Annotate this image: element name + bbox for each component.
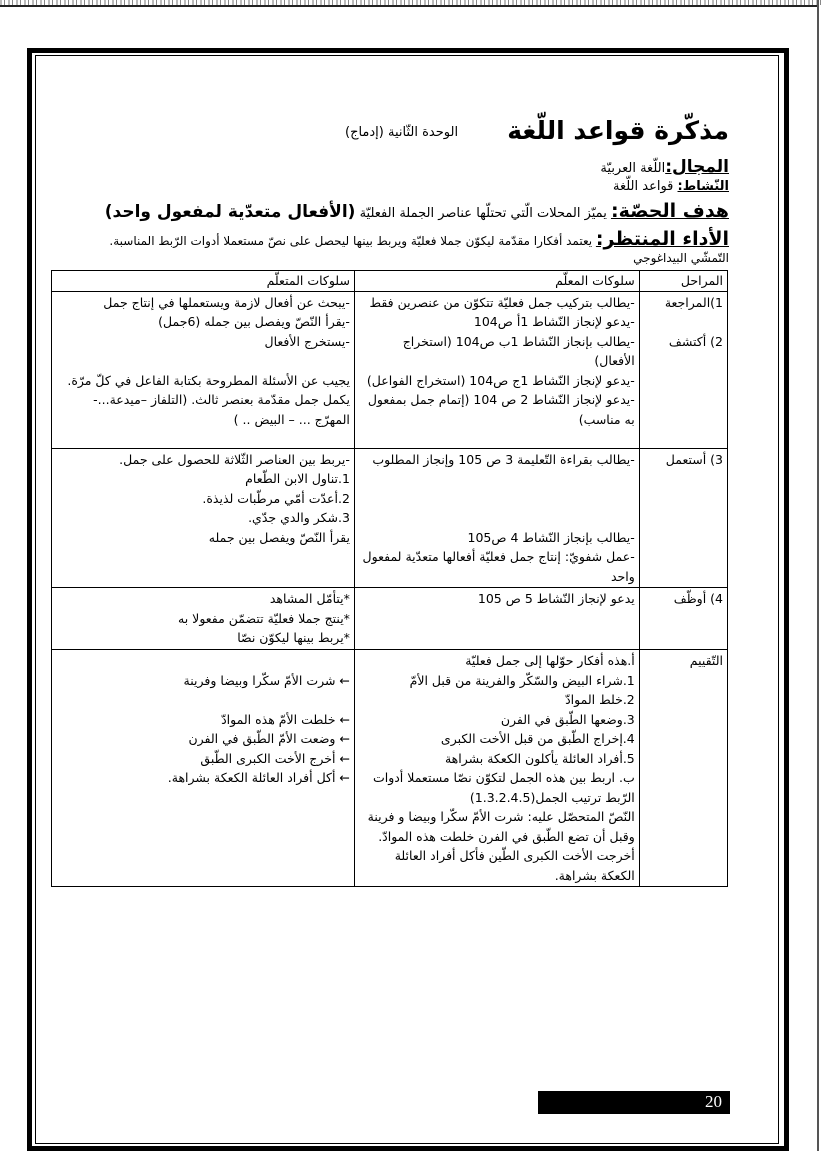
stage-label: 2) أكتشف	[668, 333, 723, 349]
meta-goal	[105, 200, 729, 222]
unit-label: الوحدة الثّانية (إدماج)	[345, 125, 459, 140]
domain-value: اللّغة العربيّة	[600, 161, 666, 176]
teacher-line: يدعو لإنجاز النّشاط 5 ص 105	[477, 591, 635, 606]
teacher-line: 4.إخراج الطّبق من قبل الأخت الكبرى	[440, 731, 635, 746]
learner-line: 3.شكر والدي جدّي.	[248, 510, 350, 525]
activity-label: النّشاط:	[677, 179, 729, 194]
spacer	[56, 351, 350, 371]
meta-performance	[109, 228, 729, 250]
teacher-line: 2.خلط الموادّ	[565, 692, 635, 707]
learner-line: ← وضعت الأمّ الطّبق في الفرن	[188, 731, 350, 746]
learner-line: *ينتج جملا فعليّة تتضمّن مفعولا به	[178, 610, 350, 626]
teacher-line: النّصّ المتحصّل عليه: شرت الأمّ سكّرا وبيضا و فرينة وقبل أن تضع الطّبق في الفرن خلطت هذه الموادّ. أخرجت الأخت الكبرى الطّين فأكل أفراد العائلة الكعكة بشراهة.	[367, 809, 635, 883]
teacher-line: -يدعو لإنجاز النّشاط 1ج ص104 (استخراج الفواعل)	[366, 372, 635, 388]
table-row	[52, 291, 728, 448]
page-outer-border	[817, 0, 819, 1151]
spacer	[359, 489, 635, 509]
learner-line: *يربط بينها ليكوّن نصّا	[237, 630, 350, 645]
teacher-line: 5.أفراد العائلة يأكلون الكعكة بشراهة	[444, 750, 635, 766]
teacher-line: -يطالب بتركيب جمل فعليّة تتكوّن من عنصرين فقط	[369, 294, 635, 310]
pedagogy-line: التّمشّي البيداغوجي	[633, 251, 729, 265]
learner-cell	[52, 588, 355, 650]
learner-line: -يستخرج الأفعال	[264, 333, 350, 349]
teacher-line: -يدعو لإنجاز النّشاط 1أ ص104	[473, 314, 635, 329]
performance-label: الأداء المنتظر:	[595, 228, 729, 250]
learner-line: ← شرت الأمّ سكّرا وبيضا وفرينة	[183, 672, 350, 688]
meta-activity	[613, 179, 729, 194]
learner-line: *يتأمّل المشاهد	[269, 591, 350, 606]
learner-line: يجيب عن الأسئلة المطروحة بكتابة الفاعل في كلّ مرّة.	[67, 372, 350, 388]
stage-label: 3) أستعمل	[665, 451, 723, 467]
lesson-plan-table	[51, 270, 728, 887]
teacher-line: -يطالب بإنجاز النّشاط 1ب ص104 (استخراج الأفعال)	[402, 333, 635, 368]
teacher-cell	[354, 588, 639, 650]
teacher-line: أ.هذه أفكار حوّلها إلى جمل فعليّة	[465, 653, 635, 668]
learner-cell	[52, 291, 355, 448]
goal-emphasis: (الأفعال متعدّية لمفعول واحد)	[104, 202, 356, 222]
learner-line: 1.تناول الابن الطّعام	[245, 471, 350, 486]
learner-line: ← أخرج الأخت الكبرى الطّبق	[200, 750, 350, 766]
learner-cell	[52, 448, 355, 588]
teacher-cell	[354, 448, 639, 588]
learner-line: -يقرأ النّصّ ويفصل بين جمله (6جمل)	[158, 314, 350, 329]
teacher-line: -عمل شفويّ: إنتاج جمل فعليّة أفعالها متعدّية لمفعول واحد	[362, 549, 635, 584]
learner-line: 2.أعدّت أمّي مرطّبات لذيذة.	[202, 490, 350, 506]
header-teacher: سلوكات المعلّم	[354, 271, 639, 292]
table-row	[52, 650, 728, 887]
goal-value: يميّز المحلات الّتي تحتلّها عناصر الجملة الفعليّة	[359, 206, 607, 221]
stage-label: 1)المراجعة	[664, 294, 723, 310]
teacher-cell	[354, 650, 639, 887]
learner-line: يقرأ النّصّ ويفصل بين جمله	[208, 529, 350, 545]
learner-line: -يربط بين العناصر الثّلاثة للحصول على جمل.	[119, 451, 350, 467]
document-title: مذكّرة قواعد اللّغة	[507, 116, 729, 145]
learner-line: ← أكل أفراد العائلة الكعكة بشراهة.	[167, 770, 350, 785]
meta-domain	[600, 157, 729, 177]
spacer	[56, 690, 350, 710]
stage-cell	[639, 650, 727, 887]
stage-cell	[639, 291, 727, 448]
spacer	[644, 312, 723, 332]
teacher-line: 3.وضعها الطّبق في الفرن	[500, 711, 635, 727]
table-header-row	[52, 271, 728, 292]
teacher-line: -يطالب بقراءة التّعليمة 3 ص 105 وإنجاز المطلوب	[372, 451, 635, 467]
teacher-cell	[354, 291, 639, 448]
stage-cell	[639, 448, 727, 588]
teacher-line: -يطالب بإنجاز النّشاط 4 ص105	[467, 529, 635, 545]
learner-line: يكمل جمل مقدّمة بعنصر ثالث. (التلفاز –ميدعة...- المهرّج ... – البيض .. )	[93, 392, 350, 427]
teacher-line: ب. اربط بين هذه الجمل لتكوّن نصّا مستعملا أدوات الرّبط ترتيب الجمل(1.3.2.4.5)	[372, 770, 635, 805]
goal-label: هدف الحصّة:	[610, 200, 729, 222]
table-row	[52, 588, 728, 650]
page-number: 20	[538, 1091, 730, 1114]
stage-label: التّقييم	[689, 653, 723, 668]
spacer	[359, 469, 635, 489]
table-row	[52, 448, 728, 588]
activity-value: قواعد اللّغة	[613, 179, 674, 194]
stage-label: 4) أوظّف	[673, 591, 723, 606]
header-stages: المراحل	[639, 271, 727, 292]
domain-label: المجال:	[665, 157, 729, 177]
scan-top-line	[0, 5, 818, 7]
teacher-line: 1.شراء البيض والسّكّر والفرينة من قبل الأمّ	[409, 672, 635, 688]
stage-cell	[639, 588, 727, 650]
teacher-line: -يدعو لإنجاز النّشاط 2 ص 104 (إتمام جمل بمفعول به مناسب)	[367, 392, 635, 427]
spacer	[56, 651, 350, 671]
spacer	[359, 508, 635, 528]
learner-cell	[52, 650, 355, 887]
learner-line: -يبحث عن أفعال لازمة ويستعملها في إنتاج جمل	[103, 294, 350, 310]
header-learner: سلوكات المتعلّم	[52, 271, 355, 292]
performance-value: يعتمد أفكارا مقدّمة ليكوّن جملا فعليّة ويربط بينها ليحصل على نصّ مستعملا أدوات الرّبط المناسبة.	[109, 234, 593, 248]
learner-line: ← خلطت الأمّ هذه الموادّ	[221, 711, 350, 727]
